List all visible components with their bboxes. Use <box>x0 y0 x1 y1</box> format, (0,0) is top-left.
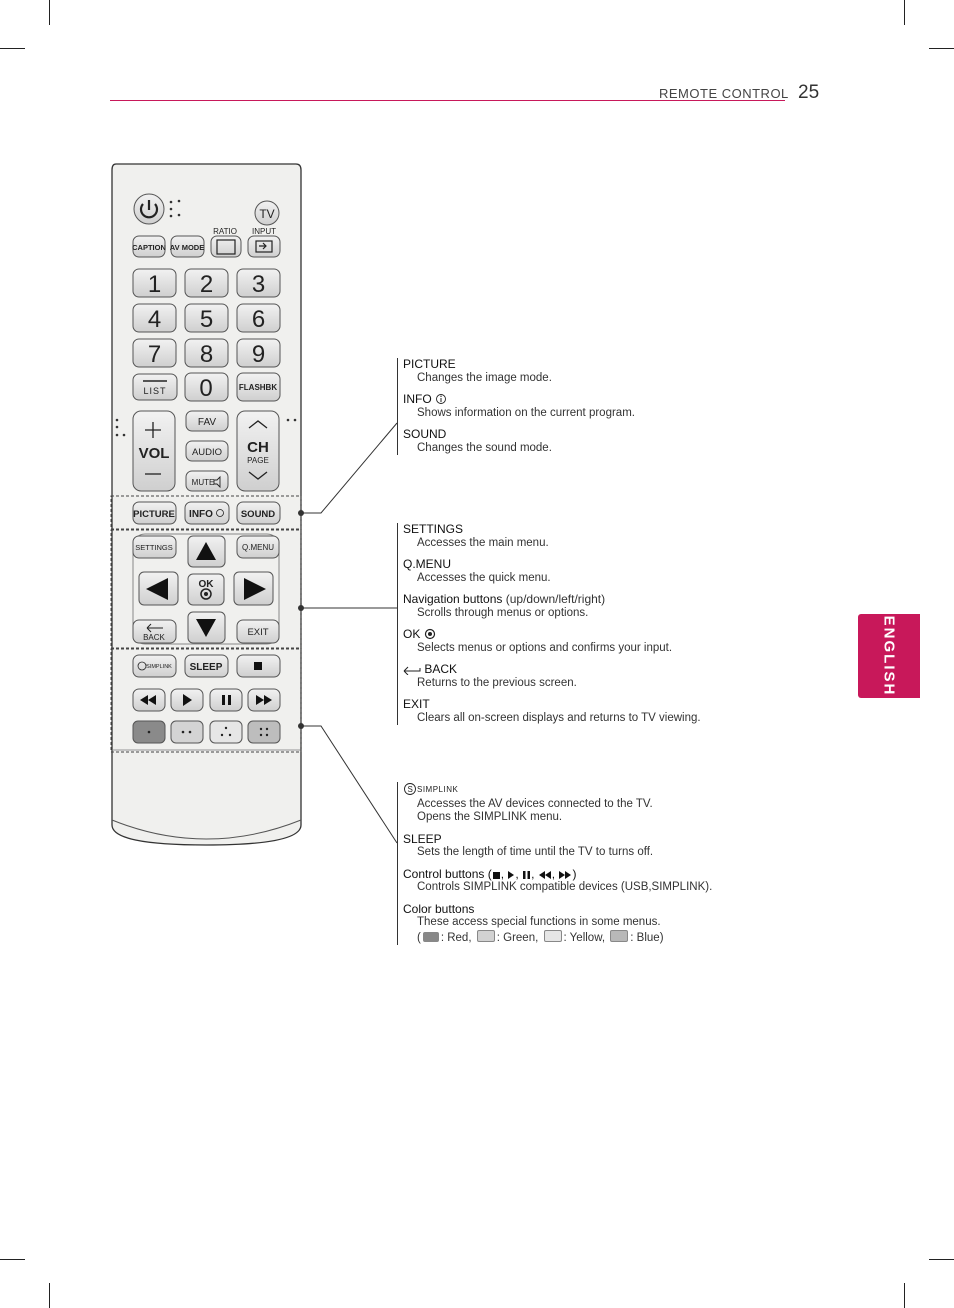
term-exit: EXIT <box>403 697 430 711</box>
legend-open: ( <box>417 931 421 944</box>
legend-yellow: : Yellow, <box>563 931 606 944</box>
yellow-button <box>210 721 242 743</box>
picture-label: PICTURE <box>133 509 175 520</box>
digit-label: 3 <box>251 271 266 298</box>
desc-sleep <box>403 833 712 860</box>
term-control: Control buttons ( <box>403 866 492 881</box>
ch-label: CH <box>247 439 269 456</box>
separator: , <box>515 866 519 881</box>
term-ok: OK <box>403 627 421 641</box>
term-settings: SETTINGS <box>403 522 464 536</box>
rewind-icon <box>538 870 552 880</box>
flashbk-label: FLASHBK <box>238 383 278 392</box>
back-icon <box>403 665 421 675</box>
fav-label: FAV <box>197 417 217 428</box>
vol-label: VOL <box>138 445 170 462</box>
blue-button <box>248 721 280 743</box>
green-button <box>171 721 203 743</box>
digit-label: 1 <box>147 271 162 298</box>
section-title: REMOTE CONTROL <box>659 86 789 101</box>
leader-lines <box>301 423 397 843</box>
separator: , <box>551 866 556 881</box>
red-swatch-icon <box>423 932 439 942</box>
term-back: BACK <box>424 662 458 676</box>
desc-control <box>403 868 712 895</box>
digit-label: 2 <box>199 271 214 298</box>
tv-label: TV <box>259 207 275 221</box>
text-control: Controls SIMPLINK compatible devices (USB,SIMPLINK). <box>417 881 713 893</box>
nav-directions: (up/down/left/right) <box>505 592 606 606</box>
info-icon <box>435 393 447 405</box>
pause-button <box>210 689 242 711</box>
desc-qmenu <box>403 558 701 585</box>
text-simplink-1: Accesses the AV devices connected to the TV. <box>417 797 653 810</box>
desc-info <box>403 393 635 420</box>
stop-icon <box>492 870 501 880</box>
fastforward-icon <box>558 870 572 880</box>
list-label: LIST <box>143 386 167 396</box>
color-legend <box>403 930 712 946</box>
digit-label: 7 <box>147 341 162 368</box>
digit-label: 6 <box>251 306 266 333</box>
digit-label: 8 <box>199 341 214 368</box>
yellow-swatch-icon <box>544 930 562 942</box>
term-info: INFO <box>403 392 432 406</box>
page-label: PAGE <box>247 456 269 465</box>
text-sleep: Sets the length of time until the TV to turns off. <box>417 846 654 858</box>
audio-label: AUDIO <box>191 447 223 458</box>
term-picture: PICTURE <box>403 357 456 371</box>
legend-red: : Red, <box>440 931 472 944</box>
svg-text:S: S <box>407 785 413 794</box>
term-qmenu: Q.MENU <box>403 557 451 571</box>
qmenu-label: Q.MENU <box>242 543 274 552</box>
desc-nav <box>403 593 701 620</box>
text-simplink-2: Opens the SIMPLINK menu. <box>417 811 563 823</box>
desc-color <box>403 903 712 946</box>
text-color: These access special functions in some menus. <box>417 916 661 928</box>
desc-sound <box>403 428 635 455</box>
text-nav: Scrolls through menus or options. <box>417 606 589 619</box>
text-sound: Changes the sound mode. <box>417 441 552 454</box>
settings-label: SETTINGS <box>135 543 173 552</box>
stop-icon <box>254 662 262 670</box>
desc-settings <box>403 523 701 550</box>
simplink-logo-icon <box>403 782 461 796</box>
simplink-logo-text: SIMPLINK <box>417 785 459 794</box>
text-qmenu: Accesses the quick menu. <box>417 571 551 584</box>
zero-label: 0 <box>199 375 213 402</box>
simplink-label: SIMPLINK <box>146 664 172 670</box>
text-settings: Accesses the main menu. <box>417 536 549 549</box>
green-swatch-icon <box>477 930 495 942</box>
text-picture: Changes the image mode. <box>417 371 552 384</box>
caption-label: CAPTION <box>132 243 166 252</box>
desc-group-1 <box>397 358 635 455</box>
page-number: 25 <box>798 82 820 103</box>
term-nav: Navigation buttons <box>403 592 503 606</box>
text-exit: Clears all on-screen displays and returns to TV viewing. <box>417 711 701 724</box>
text-info: Shows information on the current program. <box>417 406 635 419</box>
term-sleep: SLEEP <box>403 831 442 846</box>
desc-group-2 <box>397 523 701 725</box>
digit-label: 9 <box>251 341 266 368</box>
text-ok: Selects menus or options and confirms your input. <box>417 641 673 654</box>
blue-swatch-icon <box>610 930 628 942</box>
ok-label: OK <box>198 579 214 590</box>
desc-simplink <box>403 782 712 825</box>
legend-blue: : Blue) <box>630 931 664 944</box>
desc-picture <box>403 358 635 385</box>
term-color: Color buttons <box>403 901 475 916</box>
text-back: Returns to the previous screen. <box>417 676 577 689</box>
exit-label: EXIT <box>247 627 269 638</box>
desc-ok <box>403 628 701 655</box>
avmode-label: AV MODE <box>169 243 205 252</box>
desc-exit <box>403 698 701 725</box>
sound-label: SOUND <box>240 509 276 520</box>
ratio-label: RATIO <box>213 227 237 236</box>
digit-label: 5 <box>199 306 214 333</box>
legend-green: : Green, <box>496 931 539 944</box>
mute-label: MUTE <box>191 478 215 487</box>
separator: , <box>531 866 535 881</box>
ok-icon <box>424 628 436 640</box>
desc-group-3 <box>397 782 712 945</box>
digit-label: 4 <box>147 306 162 333</box>
language-tab-label: ENGLISH <box>880 615 898 697</box>
input-label: INPUT <box>252 227 276 236</box>
paren-close: ) <box>572 866 577 881</box>
pause-icon <box>522 870 531 880</box>
desc-back <box>403 663 701 690</box>
separator: , <box>500 866 505 881</box>
back-label: BACK <box>143 633 165 642</box>
info-label: INFO <box>189 509 213 520</box>
sleep-label: SLEEP <box>189 662 223 673</box>
term-sound: SOUND <box>403 427 447 441</box>
